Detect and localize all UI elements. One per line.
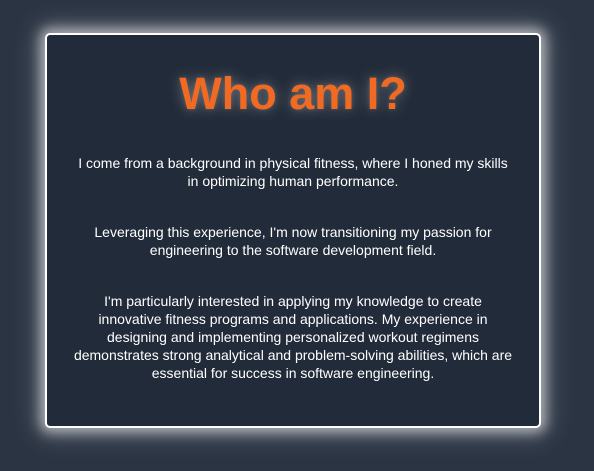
about-paragraph-3: I'm particularly interested in applying my knowledge to create innovative fitness programs and applications. My experience in designing and implementing personalized workout regimens demonstrates strong analytical and problem-solving abilities, which are essential for success in software engineering.	[73, 293, 513, 381]
about-card	[45, 33, 541, 428]
about-paragraph-2: Leveraging this experience, I'm now transitioning my passion for engineering to the software development field.	[94, 224, 492, 258]
about-paragraph-1: I come from a background in physical fitness, where I honed my skills in optimizing human performance.	[78, 155, 508, 189]
section-title: Who am I?	[179, 68, 407, 119]
